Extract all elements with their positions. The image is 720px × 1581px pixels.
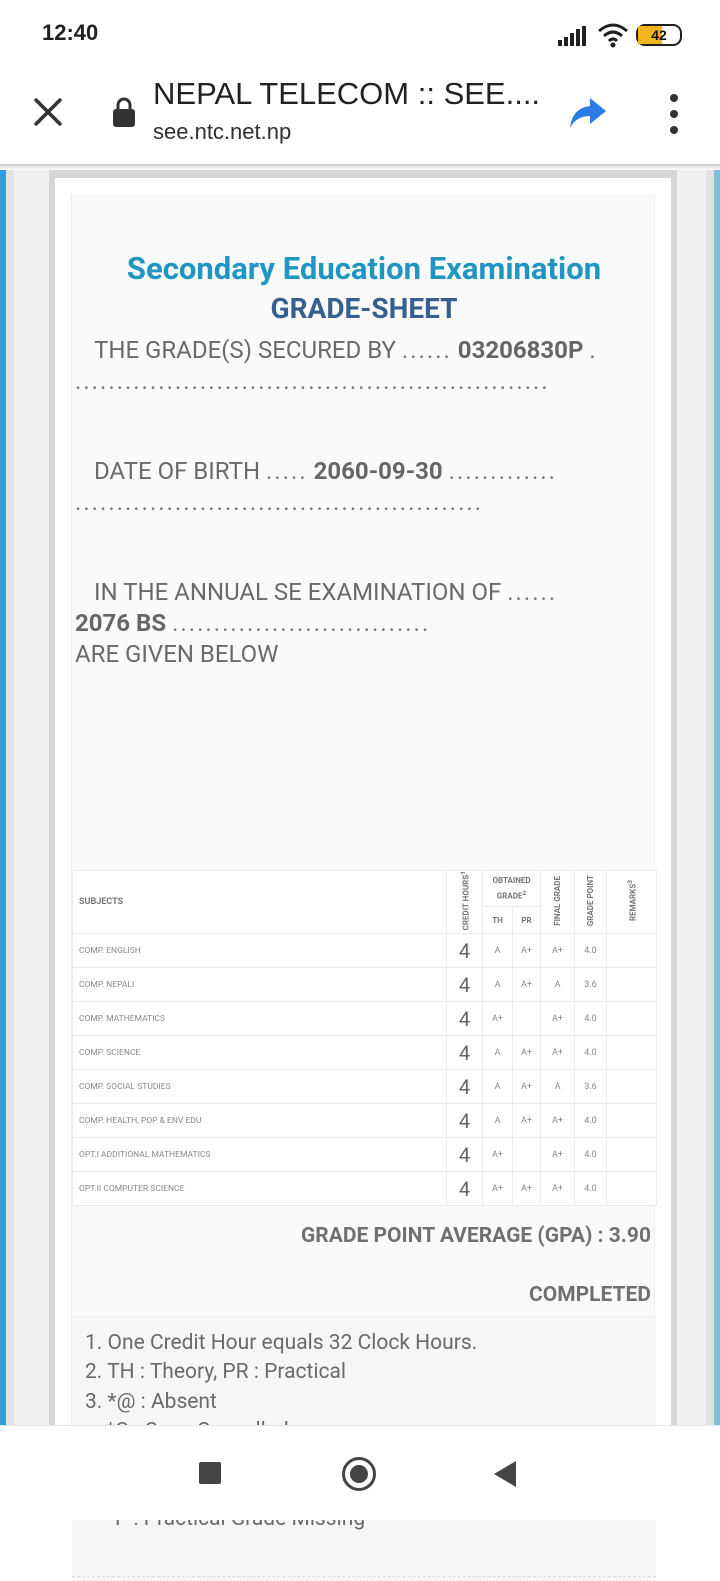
- dob-line: DATE OF BIRTH ..... 2060-09-30 ............. .................................................: [75, 457, 557, 516]
- subject-cell: COMP. NEPALI: [73, 968, 447, 1002]
- pr-grade-cell: A+: [513, 1104, 541, 1138]
- remarks-header: REMARKS$^3$: [607, 871, 657, 934]
- remarks-cell: [607, 1138, 657, 1172]
- grade-point-cell: 3.6: [575, 1070, 607, 1104]
- page-edge: [714, 170, 720, 1425]
- grade-point-cell: 4.0: [575, 1172, 607, 1206]
- th-header: TH: [483, 907, 513, 934]
- close-icon[interactable]: [28, 92, 68, 132]
- secured-by-line: THE GRADE(S) SECURED BY ...... 03206830P . .........................................................: [75, 336, 598, 395]
- final-grade-cell: A+: [541, 1172, 575, 1206]
- grade-sheet-heading: GRADE-SHEET: [270, 292, 458, 325]
- dob-label: DATE OF BIRTH: [94, 457, 261, 485]
- table-row: [73, 1002, 657, 1036]
- grade-sheet: [71, 194, 655, 1434]
- th-grade-cell: A: [483, 1036, 513, 1070]
- subject-cell: COMP. HEALTH, POP & ENV EDU: [73, 1104, 447, 1138]
- page-title[interactable]: NEPAL TELECOM :: SEE....: [153, 76, 541, 111]
- clock: 12:40: [42, 20, 99, 45]
- grade-point-cell: 4.0: [575, 1138, 607, 1172]
- pr-grade-cell: A+: [513, 934, 541, 968]
- footnote: 3. *@ : Absent: [85, 1390, 217, 1414]
- symbol-number: 03206830P: [457, 336, 584, 364]
- pr-header: PR: [513, 907, 541, 934]
- battery-icon: [636, 24, 682, 46]
- exam-year: 2076 BS: [75, 609, 167, 637]
- credit-cell: 4: [447, 1070, 483, 1104]
- pr-grade-cell: A+: [513, 1172, 541, 1206]
- grade-point-cell: 4.0: [575, 1104, 607, 1138]
- lock-icon[interactable]: [112, 96, 136, 128]
- pr-grade-cell: A+: [513, 968, 541, 1002]
- divider: [72, 1576, 656, 1577]
- subject-cell: OPT.I ADDITIONAL MATHEMATICS: [73, 1138, 447, 1172]
- table-row: [73, 1104, 657, 1138]
- exam-heading: Secondary Education Examination: [126, 250, 602, 287]
- table-row: [73, 1172, 657, 1206]
- grade-point-cell: 4.0: [575, 1036, 607, 1070]
- th-grade-cell: A+: [483, 1002, 513, 1036]
- th-grade-cell: A+: [483, 1172, 513, 1206]
- final-grade-cell: A+: [541, 1002, 575, 1036]
- grade-table: [72, 870, 657, 1206]
- gpa-text: GRADE POINT AVERAGE (GPA) : 3.90: [300, 1224, 651, 1248]
- remarks-cell: [607, 1036, 657, 1070]
- final-grade-cell: A: [541, 968, 575, 1002]
- subject-cell: COMP. SOCIAL STUDIES: [73, 1070, 447, 1104]
- browser-toolbar: [0, 70, 720, 166]
- completion-status: COMPLETED: [529, 1283, 651, 1307]
- page-edge: [706, 170, 714, 1425]
- share-icon[interactable]: [568, 94, 608, 132]
- secured-by-label: THE GRADE(S) SECURED BY: [94, 336, 396, 364]
- page-edge: [6, 170, 14, 1425]
- table-row: [73, 1070, 657, 1104]
- credit-cell: 4: [447, 1002, 483, 1036]
- subject-cell: COMP. MATHEMATICS: [73, 1002, 447, 1036]
- remarks-cell: [607, 1172, 657, 1206]
- exam-label: IN THE ANNUAL SE EXAMINATION OF: [94, 578, 502, 606]
- web-content[interactable]: [0, 170, 720, 1425]
- credit-cell: 4: [447, 1036, 483, 1070]
- final-grade-cell: A+: [541, 1036, 575, 1070]
- wifi-icon: [597, 22, 629, 48]
- subject-cell: COMP. SCIENCE: [73, 1036, 447, 1070]
- final-grade-cell: A+: [541, 934, 575, 968]
- credit-cell: 4: [447, 1172, 483, 1206]
- remarks-cell: [607, 1070, 657, 1104]
- credit-cell: 4: [447, 1138, 483, 1172]
- credit-cell: 4: [447, 1104, 483, 1138]
- date-of-birth: 2060-09-30: [313, 457, 443, 485]
- footnote: 1. One Credit Hour equals 32 Clock Hours.: [85, 1331, 478, 1355]
- status-bar: [0, 0, 720, 70]
- given-below-text: ARE GIVEN BELOW: [75, 640, 279, 668]
- remarks-cell: [607, 968, 657, 1002]
- table-row: [73, 968, 657, 1002]
- more-options-icon[interactable]: [662, 92, 686, 136]
- final-grade-header: FINAL GRADE: [541, 871, 575, 934]
- home-icon[interactable]: [342, 1457, 376, 1491]
- grade-point-cell: 4.0: [575, 934, 607, 968]
- credit-cell: 4: [447, 934, 483, 968]
- th-grade-cell: A: [483, 968, 513, 1002]
- signal-icon: [557, 26, 587, 46]
- obtained-grade-header: OBTAINED GRADE$^2$: [483, 871, 541, 907]
- pr-grade-cell: [513, 1002, 541, 1036]
- final-grade-cell: A+: [541, 1104, 575, 1138]
- credit-hours-header: CREDIT HOURS$^1$: [447, 871, 483, 934]
- grade-point-cell: 4.0: [575, 1002, 607, 1036]
- th-grade-cell: A+: [483, 1138, 513, 1172]
- battery-level: 42: [651, 27, 667, 43]
- grade-point-header: GRADE POINT: [575, 871, 607, 934]
- grade-point-cell: 3.6: [575, 968, 607, 1002]
- remarks-cell: [607, 1002, 657, 1036]
- final-grade-cell: A: [541, 1070, 575, 1104]
- url-text[interactable]: see.ntc.net.np: [153, 119, 292, 144]
- table-row: [73, 1138, 657, 1172]
- subject-cell: COMP. ENGLISH: [73, 934, 447, 968]
- exam-line: IN THE ANNUAL SE EXAMINATION OF ...... 2076 BS ............................... ARE GIVEN BELOW: [75, 578, 558, 668]
- th-grade-cell: A: [483, 1070, 513, 1104]
- remarks-cell: [607, 1104, 657, 1138]
- credit-cell: 4: [447, 968, 483, 1002]
- recent-apps-icon[interactable]: [199, 1462, 221, 1484]
- subject-cell: OPT.II COMPUTER SCIENCE: [73, 1172, 447, 1206]
- th-grade-cell: A: [483, 934, 513, 968]
- pr-grade-cell: [513, 1138, 541, 1172]
- footnote: 2. TH : Theory, PR : Practical: [85, 1360, 346, 1384]
- table-row: [73, 1036, 657, 1070]
- final-grade-cell: A+: [541, 1138, 575, 1172]
- table-row: [73, 934, 657, 968]
- back-icon[interactable]: [494, 1461, 516, 1487]
- remarks-cell: [607, 934, 657, 968]
- th-grade-cell: A: [483, 1104, 513, 1138]
- pr-grade-cell: A+: [513, 1036, 541, 1070]
- subjects-header: SUBJECTS: [73, 871, 447, 934]
- system-nav-bar: [0, 1425, 720, 1520]
- pr-grade-cell: A+: [513, 1070, 541, 1104]
